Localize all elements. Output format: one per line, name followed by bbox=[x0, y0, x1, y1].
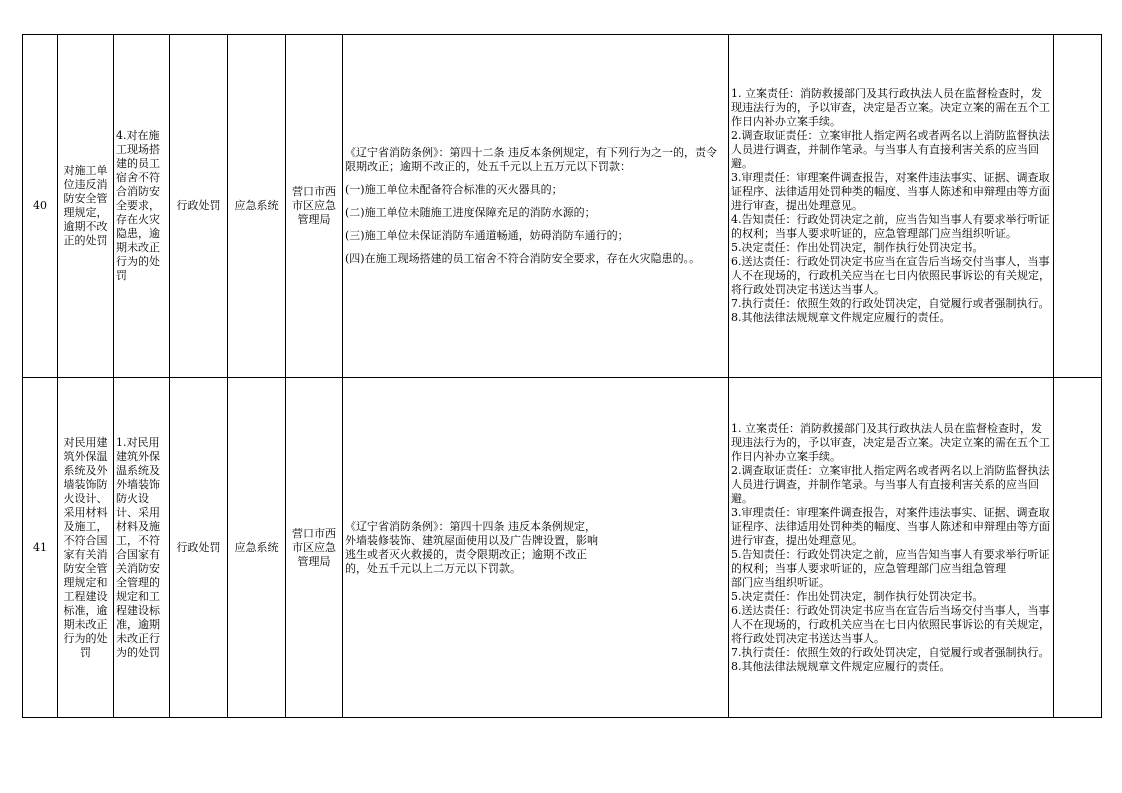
remark-cell bbox=[1054, 378, 1102, 718]
basis-paragraph: (四)在施工现场搭建的员工宿舍不符合消防安全要求，存在火灾隐患的。。 bbox=[345, 252, 701, 265]
responsibility-line: 5.告知责任：行政处罚决定之前，应当告知当事人有要求举行听证的权利；当事人要求听证的，应急管理部门应当组急管理 bbox=[731, 547, 1050, 575]
item-name: 对施工单位违反消防安全管理规定，逾期不改正的处罚 bbox=[58, 35, 114, 378]
responsibility-line: 5.决定责任：作出处罚决定，制作执行处罚决定书。 bbox=[731, 241, 984, 254]
system: 应急系统 bbox=[228, 378, 286, 718]
legal-basis bbox=[343, 378, 729, 718]
responsibility-line: 7.执行责任：依照生效的行政处罚决定，自觉履行或者强制执行。 bbox=[731, 645, 1050, 659]
basis-paragraph: 《辽宁省消防条例》：第四十二条 违反本条例规定，有下列行为之一的，责令限期改正；逾期不改正的，处五千元以上五万元以下罚款： bbox=[345, 146, 717, 173]
responsibility-line: 6.送达责任：行政处罚决定书应当在宣告后当场交付当事人，当事人不在现场的，行政机关应当在七日内依照民事诉讼的有关规定，将行政处罚决定书送达当事人。 bbox=[731, 603, 1050, 645]
responsibility-line: 8.其他法律法规规章文件规定应履行的责任。 bbox=[731, 311, 951, 324]
basis-paragraph: 《辽宁省消防条例》：第四十四条 违反本条例规定，外墙装修装饰、建筑屋面使用以及广告牌设置，影响逃生或者灭火救援的，责令限期改正；逾期不改正的，处五千元以上二万元以下罚款。 bbox=[345, 519, 598, 575]
agency: 营口市西市区应急管理局 bbox=[286, 378, 343, 718]
table-row bbox=[23, 378, 1102, 718]
responsibility bbox=[729, 35, 1054, 378]
responsibility-line: 2.调查取证责任：立案审批人指定两名或者两名以上消防监督执法人员进行调查，并制作笔录。与当事人有直接利害关系的应当回避。 bbox=[731, 129, 1050, 170]
sub-item: 1.对民用建筑外保温系统及外墙装饰防火设计、采用材料及施工，不符合国家有关消防安全管理的规定和工程建设标准，逾期未改正行为的处罚 bbox=[114, 378, 170, 718]
responsibility-line: 4.告知责任：行政处罚决定之前，应当告知当事人有要求举行听证的权利；当事人要求听证的，应急管理部门应当组织听证。 bbox=[731, 213, 1050, 240]
responsibility-line: 1. 立案责任：消防救援部门及其行政执法人员在监督检查时，发现违法行为的，予以审查，决定是否立案。决定立案的需在五个工作日内补办立案手续。 bbox=[731, 421, 1050, 463]
legal-basis bbox=[343, 35, 729, 378]
responsibility-line: 1. 立案责任：消防救援部门及其行政执法人员在监督检查时，发现违法行为的，予以审查，决定是否立案。决定立案的需在五个工作日内补办立案手续。 bbox=[731, 87, 1050, 128]
power-type: 行政处罚 bbox=[170, 35, 228, 378]
item-name: 对民用建筑外保温系统及外墙装饰防火设计、采用材料及施工，不符合国家有关消防安全管理规定和工程建设标准，逾期未改正行为的处罚 bbox=[58, 378, 114, 718]
power-type: 行政处罚 bbox=[170, 378, 228, 718]
responsibility-line: 6.送达责任：行政处罚决定书应当在宣告后当场交付当事人，当事人不在现场的，行政机关应当在七日内依照民事诉讼的有关规定，将行政处罚决定书送达当事人。 bbox=[731, 255, 1050, 296]
responsibility-line: 部门应当组织听证。 bbox=[731, 575, 830, 589]
basis-paragraph: (三)施工单位未保证消防车通道畅通，妨碍消防车通行的； bbox=[345, 229, 629, 242]
responsibility-line: 5.决定责任：作出处罚决定，制作执行处罚决定书。 bbox=[731, 589, 984, 603]
basis-paragraph: (一)施工单位未配备符合标准的灭火器具的； bbox=[345, 183, 563, 196]
basis-paragraph: (二)施工单位未随施工进度保障充足的消防水源的； bbox=[345, 206, 596, 219]
system: 应急系统 bbox=[228, 35, 286, 378]
responsibility-line: 8.其他法律法规规章文件规定应履行的责任。 bbox=[731, 659, 951, 673]
responsibility-line: 3.审理责任：审理案件调查报告，对案件违法事实、证据、调查取证程序、法律适用处罚种类的幅度、当事人陈述和申辩理由等方面进行审查，提出处理意见。 bbox=[731, 505, 1050, 547]
remark-cell bbox=[1054, 35, 1102, 378]
responsibility-line: 2.调查取证责任：立案审批人指定两名或者两名以上消防监督执法人员进行调查，并制作笔录。与当事人有直接利害关系的应当回避。 bbox=[731, 463, 1050, 505]
row-number: 41 bbox=[23, 378, 58, 718]
responsibility bbox=[729, 378, 1054, 718]
item-table bbox=[22, 34, 1102, 718]
sub-item: 4.对在施工现场搭建的员工宿舍不符合消防安全要求，存在火灾隐患，逾期未改正行为的处罚 bbox=[114, 35, 170, 378]
agency: 营口市西市区应急管理局 bbox=[286, 35, 343, 378]
responsibility-line: 7.执行责任：依照生效的行政处罚决定，自觉履行或者强制执行。 bbox=[731, 297, 1050, 310]
responsibility-line: 3.审理责任：审理案件调查报告，对案件违法事实、证据、调查取证程序、法律适用处罚种类的幅度、当事人陈述和申辩理由等方面进行审查，提出处理意见。 bbox=[731, 171, 1050, 212]
row-number: 40 bbox=[23, 35, 58, 378]
table-row bbox=[23, 35, 1102, 378]
